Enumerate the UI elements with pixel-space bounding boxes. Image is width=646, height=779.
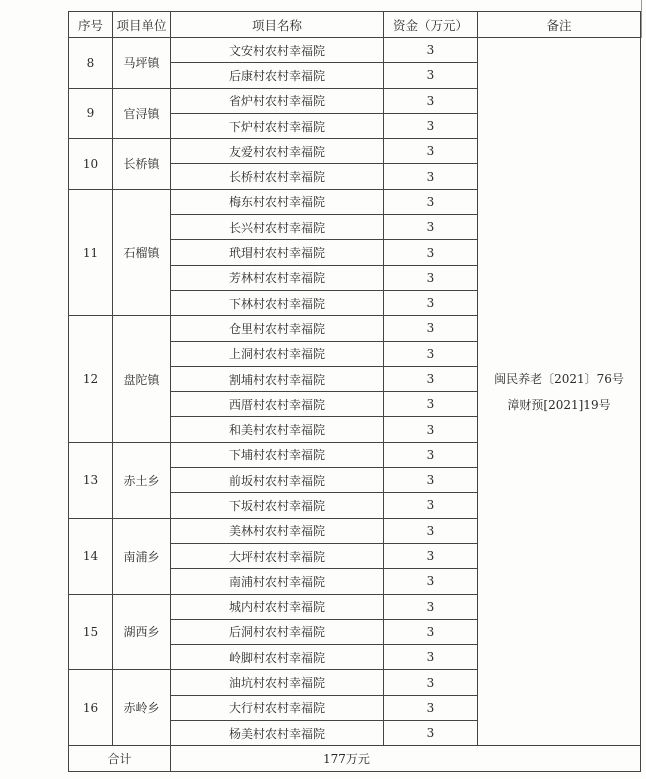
- funds-cell: 3: [384, 139, 478, 164]
- unit-cell: 湖西乡: [113, 594, 171, 670]
- funds-cell: 3: [384, 341, 478, 366]
- funds-cell: 3: [384, 38, 478, 63]
- project-name-cell: 后康村农村幸福院: [171, 63, 384, 88]
- serial-number-cell: 13: [69, 442, 113, 518]
- funds-cell: 3: [384, 442, 478, 467]
- project-name-cell: 下坂村农村幸福院: [171, 493, 384, 518]
- serial-number-cell: 10: [69, 139, 113, 190]
- funds-cell: 3: [384, 215, 478, 240]
- funds-cell: 3: [384, 569, 478, 594]
- project-name-cell: 下埔村农村幸福院: [171, 442, 384, 467]
- remark-line: 闽民养老〔2021〕76号: [494, 371, 624, 386]
- project-name-cell: 长桥村农村幸福院: [171, 164, 384, 189]
- funds-cell: 3: [384, 63, 478, 88]
- project-name-cell: 长兴村农村幸福院: [171, 215, 384, 240]
- project-name-cell: 大坪村农村幸福院: [171, 543, 384, 568]
- project-name-cell: 和美村农村幸福院: [171, 417, 384, 442]
- serial-number-cell: 9: [69, 88, 113, 139]
- serial-number-cell: 14: [69, 518, 113, 594]
- project-name-cell: 美林村农村幸福院: [171, 518, 384, 543]
- funds-cell: 3: [384, 392, 478, 417]
- project-name-cell: 下林村农村幸福院: [171, 290, 384, 315]
- header-unit: 项目单位: [113, 12, 171, 38]
- funds-cell: 3: [384, 721, 478, 746]
- funds-cell: 3: [384, 518, 478, 543]
- remarks-cell: [478, 38, 641, 746]
- total-row: [69, 746, 641, 771]
- project-name-cell: 岭脚村农村幸福院: [171, 645, 384, 670]
- funds-cell: 3: [384, 645, 478, 670]
- unit-cell: 赤土乡: [113, 442, 171, 518]
- project-name-cell: 梅东村农村幸福院: [171, 189, 384, 214]
- funds-cell: 3: [384, 594, 478, 619]
- funds-cell: 3: [384, 619, 478, 644]
- project-name-cell: 西厝村农村幸福院: [171, 392, 384, 417]
- funds-cell: 3: [384, 417, 478, 442]
- project-name-cell: 玳瑁村农村幸福院: [171, 240, 384, 265]
- total-value: 177万元: [171, 746, 641, 771]
- funds-cell: 3: [384, 189, 478, 214]
- project-name-cell: 城内村农村幸福院: [171, 594, 384, 619]
- project-name-cell: 后洞村农村幸福院: [171, 619, 384, 644]
- table-body: [69, 38, 641, 772]
- funds-cell: 3: [384, 468, 478, 493]
- table-row: [69, 38, 641, 63]
- header-row: [69, 12, 641, 38]
- unit-cell: 长桥镇: [113, 139, 171, 190]
- funds-cell: 3: [384, 113, 478, 138]
- funds-cell: 3: [384, 265, 478, 290]
- project-name-cell: 前坂村农村幸福院: [171, 468, 384, 493]
- unit-cell: 赤岭乡: [113, 670, 171, 746]
- project-name-cell: 下炉村农村幸福院: [171, 113, 384, 138]
- project-name-cell: 省炉村农村幸福院: [171, 88, 384, 113]
- serial-number-cell: 16: [69, 670, 113, 746]
- unit-cell: 石榴镇: [113, 189, 171, 315]
- funds-cell: 3: [384, 240, 478, 265]
- total-label: 合计: [69, 746, 171, 771]
- project-name-cell: 南浦村农村幸福院: [171, 569, 384, 594]
- project-name-cell: 友爱村农村幸福院: [171, 139, 384, 164]
- funds-cell: 3: [384, 290, 478, 315]
- header-funds: 资金（万元）: [384, 12, 478, 38]
- header-project-name: 项目名称: [171, 12, 384, 38]
- funds-cell: 3: [384, 543, 478, 568]
- funds-cell: 3: [384, 695, 478, 720]
- project-name-cell: 文安村农村幸福院: [171, 38, 384, 63]
- remark-line: 漳财预[2021]19号: [507, 397, 611, 412]
- project-name-cell: 上洞村农村幸福院: [171, 341, 384, 366]
- project-name-cell: 芳林村农村幸福院: [171, 265, 384, 290]
- header-serial: 序号: [69, 12, 113, 38]
- serial-number-cell: 11: [69, 189, 113, 315]
- unit-cell: 马坪镇: [113, 38, 171, 89]
- funds-cell: 3: [384, 88, 478, 113]
- funds-cell: 3: [384, 316, 478, 341]
- serial-number-cell: 8: [69, 38, 113, 89]
- unit-cell: 官浔镇: [113, 88, 171, 139]
- header-remarks: 备注: [478, 12, 641, 38]
- funding-table: [68, 11, 641, 772]
- unit-cell: 南浦乡: [113, 518, 171, 594]
- serial-number-cell: 15: [69, 594, 113, 670]
- unit-cell: 盘陀镇: [113, 316, 171, 442]
- page-edge-line: [641, 0, 642, 38]
- funds-cell: 3: [384, 366, 478, 391]
- project-name-cell: 仓里村农村幸福院: [171, 316, 384, 341]
- funds-cell: 3: [384, 670, 478, 695]
- project-name-cell: 大行村农村幸福院: [171, 695, 384, 720]
- funds-cell: 3: [384, 164, 478, 189]
- funds-cell: 3: [384, 493, 478, 518]
- project-name-cell: 油坑村农村幸福院: [171, 670, 384, 695]
- project-name-cell: 杨美村农村幸福院: [171, 721, 384, 746]
- serial-number-cell: 12: [69, 316, 113, 442]
- project-name-cell: 割埔村农村幸福院: [171, 366, 384, 391]
